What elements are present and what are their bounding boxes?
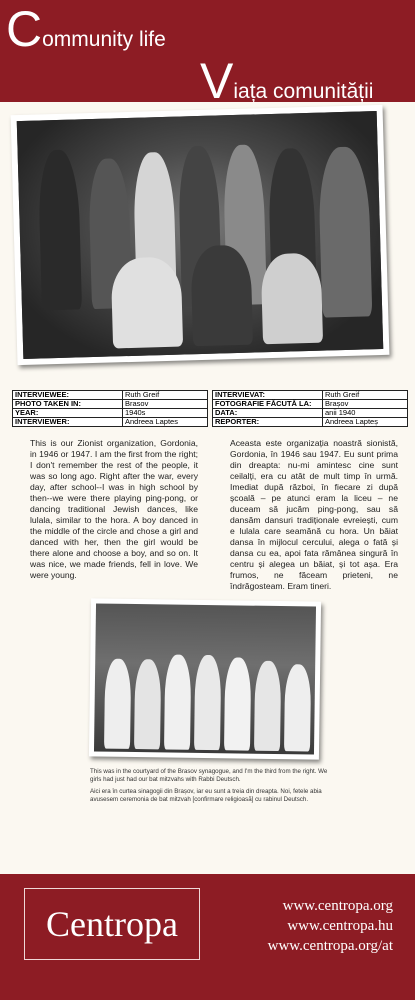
photo-caption-english: This was in the courtyard of the Brasov synagogue, and I'm the third from the right. We girls had just had our bat mitzvahs with Rabbi Deutsch.: [90, 768, 328, 783]
table-row: YEAR: 1940s: [13, 409, 208, 418]
story-text-english: This is our Zionist organization, Gordonia, in 1946 or 1947. I am the first from the right; I don't remember the rest of the people, it was so long ago. Right after the war, every day, after school--I was in high school by then--we were there playing ping-pong, or dancing traditional Jewish dances, like lulala, similar to the hora. A boy danced in the middle of the circle and chose a girl and danced with her, then the girl would be there alone and choose a boy, and so on. It was nice, we made friends, fell in love. We were young.: [30, 438, 198, 580]
centropa-logo: Centropa: [46, 904, 178, 944]
info-table-romanian: [212, 390, 408, 427]
table-row: DATA: anii 1940: [213, 409, 408, 418]
table-row: PHOTO TAKEN IN: Brasov: [13, 400, 208, 409]
table-row: INTERVIEWER: Andreea Laptes: [13, 418, 208, 427]
story-text-romanian: Aceasta este organizația noastră sionistă, Gordonia, în 1946 sau 1947. Eu sunt prima din dreapta: nu-mi amintesc cine sunt ceilalți, era cu atât de mult timp în urmă. Imediat după război, în fiecare zi după școală – pe atunci eram la liceu – ne duceam să jucăm ping-pong, sau să dansăm dansuri tradiționale evreiești, cum e lulala care seamănă cu hora. Un băiat dansa în mijlocul cercului, alega o fată și dansa cu ea, apoi fata rămânea singură în centru și alegea un băiat, și tot așa. Era frumos, ne făceam prieteni, ne îndrăgosteam. Eram tineri.: [230, 438, 398, 591]
url-link[interactable]: www.centropa.org/at: [267, 938, 393, 954]
table-row: REPORTER: Andreea Lapteș: [213, 418, 408, 427]
table-row: INTERVIEWEE: Ruth Greif: [13, 391, 208, 400]
table-row: INTERVIEVAT: Ruth Greif: [213, 391, 408, 400]
table-row: FOTOGRAFIE FĂCUTĂ LA: Brașov: [213, 400, 408, 409]
title-romanian: Viața comunității: [200, 53, 374, 109]
url-link[interactable]: www.centropa.org: [282, 898, 393, 914]
group-photo: [11, 105, 390, 365]
url-link[interactable]: www.centropa.hu: [287, 918, 393, 934]
bat-mitzvah-photo: [89, 598, 321, 759]
photo-caption-romanian: Aici era în curtea sinagogii din Brașov, iar eu sunt a treia din dreapta. Noi, fetele abia avusesem ceremonia de bat mitzvah [confirmare religioasă] cu rabinul Deutsch.: [90, 788, 322, 803]
info-table-english: [12, 390, 208, 427]
title-english: Community life: [6, 1, 166, 57]
